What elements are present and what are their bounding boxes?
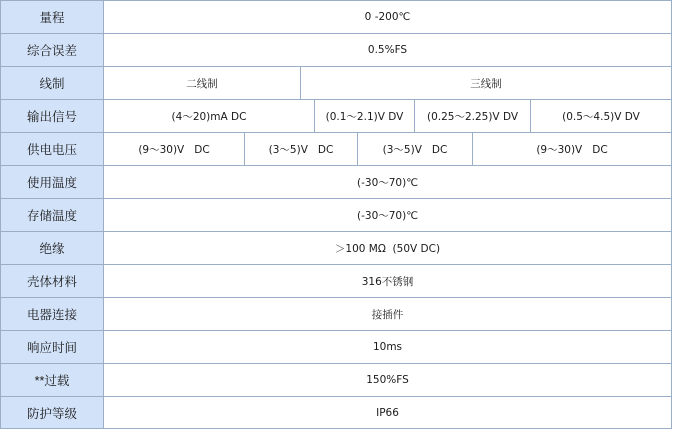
- grid-line: [0, 428, 672, 429]
- value-cell: (9～30)V DC: [536, 143, 608, 156]
- grid-line: [357, 132, 358, 166]
- value-cell: 三线制: [470, 77, 502, 90]
- grid-line: [0, 330, 672, 331]
- value-cell: (0.1～2.1)V DV: [325, 110, 404, 123]
- grid-line: [314, 99, 315, 133]
- grid-line: [0, 363, 672, 364]
- value-cell: (0.5～4.5)V DV: [562, 110, 640, 123]
- row-label: 量程: [1, 1, 103, 33]
- grid-line: [0, 396, 672, 397]
- value-cell: 10ms: [372, 341, 403, 353]
- value-cell: (3～5)V DC: [382, 143, 448, 156]
- row-label: 防护等级: [1, 397, 103, 428]
- grid-line: [0, 297, 672, 298]
- value-cell: 接插件: [371, 308, 404, 321]
- grid-line: [244, 132, 245, 166]
- value-cell: (3～5)V DC: [268, 143, 334, 156]
- grid-line: [0, 231, 672, 232]
- value-cell: 150%FS: [366, 374, 409, 386]
- grid-line: [0, 132, 672, 133]
- row-label: **过载: [1, 364, 103, 396]
- grid-line: [0, 198, 672, 199]
- row-label: 供电电压: [1, 133, 103, 165]
- value-cell: 0 -200℃: [364, 11, 411, 23]
- row-label: 存储温度: [1, 199, 103, 231]
- row-label: 响应时间: [1, 331, 103, 363]
- row-label: 综合误差: [1, 34, 103, 66]
- grid-line: [300, 66, 301, 100]
- value-cell: 二线制: [186, 77, 218, 90]
- row-label: 使用温度: [1, 166, 103, 198]
- grid-line: [103, 0, 104, 429]
- grid-line: [0, 99, 672, 100]
- value-cell: 316不锈钢: [361, 275, 414, 288]
- row-label: 线制: [1, 67, 103, 99]
- grid-line: [0, 0, 1, 429]
- grid-line: [671, 0, 672, 429]
- value-cell: IP66: [376, 406, 399, 419]
- row-label: 输出信号: [1, 100, 103, 132]
- grid-line: [0, 33, 672, 34]
- value-cell: (-30～70)℃: [357, 176, 418, 189]
- row-label: 绝缘: [1, 232, 103, 264]
- value-cell: (0.25～2.25)V DV: [426, 110, 519, 123]
- grid-line: [0, 0, 672, 1]
- grid-line: [472, 132, 473, 166]
- value-cell: 0.5%FS: [367, 44, 408, 56]
- grid-line: [414, 99, 415, 133]
- grid-line: [530, 99, 531, 133]
- value-cell: (9～30)V DC: [138, 143, 210, 156]
- grid-line: [0, 66, 672, 67]
- row-label: 电器连接: [1, 298, 103, 330]
- grid-line: [0, 165, 672, 166]
- value-cell: (-30～70)℃: [357, 209, 418, 222]
- value-cell: (4～20)mA DC: [171, 110, 247, 123]
- row-label: 壳体材料: [1, 265, 103, 297]
- value-cell: ＞100 MΩ (50V DC): [334, 242, 441, 255]
- grid-line: [0, 264, 672, 265]
